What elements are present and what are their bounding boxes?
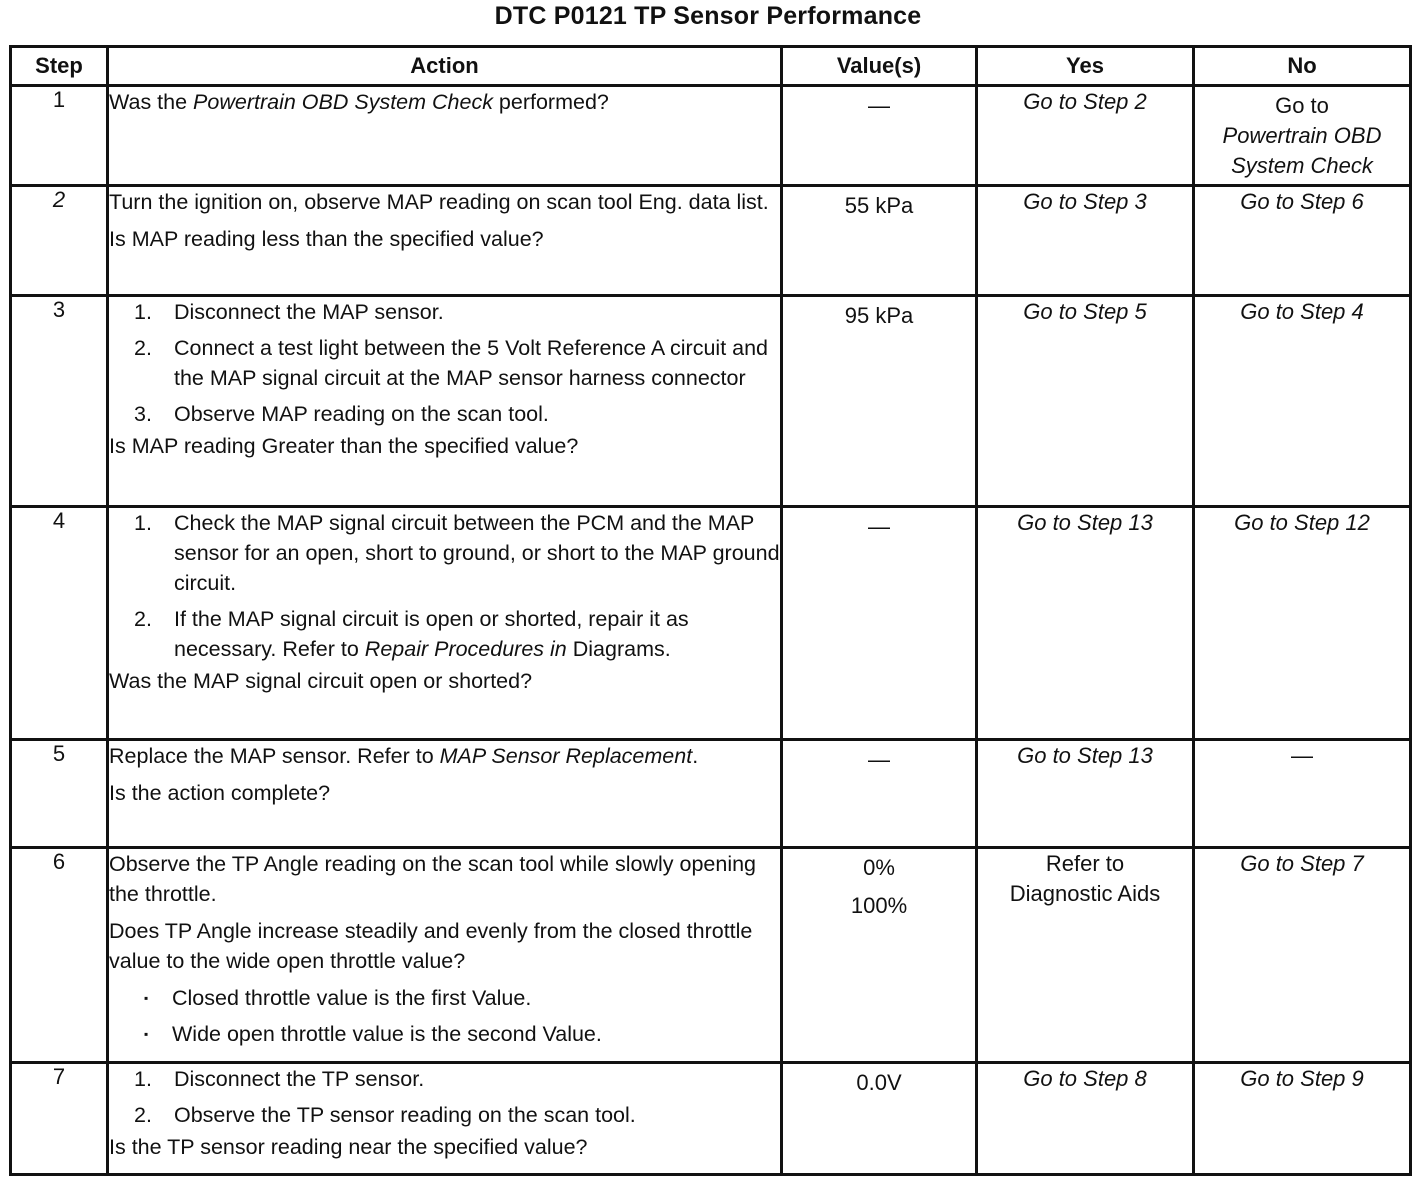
table-row-step-4 xyxy=(11,507,1411,740)
list-item xyxy=(144,983,780,1013)
yes-cell: Go to Step 2 xyxy=(977,86,1194,186)
list-item xyxy=(134,1100,780,1130)
action-cell xyxy=(108,740,782,848)
header-values: Value(s) xyxy=(782,47,977,86)
action-question: Is MAP reading Greater than the specified value? xyxy=(109,434,579,458)
action-text: performed? xyxy=(492,90,609,114)
action-question: Does TP Angle increase steadily and evenly from the closed throttle value to the wide open throttle value? xyxy=(109,919,753,973)
value-cell xyxy=(782,848,977,1063)
no-reference: System Check xyxy=(1231,153,1373,178)
action-reference: MAP Sensor Replacement xyxy=(439,744,693,768)
step-number-text: 2 xyxy=(52,187,66,212)
yes-cell xyxy=(977,848,1194,1063)
action-question: Is the TP sensor reading near the specified value? xyxy=(109,1135,588,1159)
no-reference: Powertrain OBD xyxy=(1222,123,1382,148)
list-text: Check the MAP signal circuit between the PCM and the MAP sensor for an open, short to ground, or short to the MAP ground circuit. xyxy=(174,511,780,595)
list-text: Disconnect the MAP sensor. xyxy=(174,300,444,324)
list-text-part: Diagrams. xyxy=(566,637,671,661)
step-number: 4 xyxy=(11,507,108,740)
list-item xyxy=(134,508,780,598)
table-row-step-7 xyxy=(11,1063,1411,1175)
action-question: Is MAP reading less than the specified value? xyxy=(109,227,544,251)
no-text: Go to xyxy=(1275,93,1329,118)
action-instruction xyxy=(109,741,780,771)
yes-cell: Go to Step 8 xyxy=(977,1063,1194,1175)
no-cell: Go to Step 4 xyxy=(1194,296,1411,507)
value-cell: 0.0V xyxy=(782,1063,977,1175)
list-item xyxy=(134,604,780,664)
list-text-part: If the MAP signal circuit is open or shorted, repair it as necessary. Refer to xyxy=(174,607,689,661)
no-cell: — xyxy=(1194,740,1411,848)
list-item xyxy=(144,1019,780,1049)
action-cell xyxy=(108,1063,782,1175)
value-cell: 55 kPa xyxy=(782,186,977,296)
list-number: 1. xyxy=(134,1067,152,1091)
yes-text: Diagnostic Aids xyxy=(1009,881,1161,906)
list-item xyxy=(134,297,780,327)
list-number: 2. xyxy=(134,336,152,360)
yes-cell: Go to Step 5 xyxy=(977,296,1194,507)
no-cell: Go to Step 9 xyxy=(1194,1063,1411,1175)
list-number: 1. xyxy=(134,300,152,324)
header-row xyxy=(11,47,1411,86)
header-action: Action xyxy=(108,47,782,86)
action-question: Was the MAP signal circuit open or shorted? xyxy=(109,669,533,693)
action-instruction: Turn the ignition on, observe MAP reading on scan tool Eng. data list. xyxy=(109,190,769,214)
list-number: 2. xyxy=(134,607,152,631)
action-reference: Repair Procedures in xyxy=(364,637,567,661)
action-cell xyxy=(108,186,782,296)
step-number: 6 xyxy=(11,848,108,1063)
list-text: Connect a test light between the 5 Volt Reference A circuit and the MAP signal circuit at the MAP sensor harness connector xyxy=(174,336,769,390)
yes-text: Refer to xyxy=(1045,851,1125,876)
yes-cell: Go to Step 13 xyxy=(977,507,1194,740)
table-row-step-1 xyxy=(11,86,1411,186)
yes-cell: Go to Step 13 xyxy=(977,740,1194,848)
step-number: 7 xyxy=(11,1063,108,1175)
no-cell: Go to Step 7 xyxy=(1194,848,1411,1063)
diagnostic-table xyxy=(9,45,1412,1176)
header-no: No xyxy=(1194,47,1411,86)
list-text: Disconnect the TP sensor. xyxy=(174,1067,425,1091)
list-text: Observe the TP sensor reading on the scan tool. xyxy=(174,1103,636,1127)
step-number: 3 xyxy=(11,296,108,507)
action-cell xyxy=(108,296,782,507)
list-item xyxy=(134,333,780,393)
value-max: 100% xyxy=(850,893,908,918)
value-cell: — xyxy=(782,507,977,740)
yes-cell: Go to Step 3 xyxy=(977,186,1194,296)
step-number: 5 xyxy=(11,740,108,848)
list-text: Observe MAP reading on the scan tool. xyxy=(174,402,549,426)
header-step: Step xyxy=(11,47,108,86)
action-text: Was the xyxy=(109,90,194,114)
header-yes: Yes xyxy=(977,47,1194,86)
list-number: 2. xyxy=(134,1103,152,1127)
value-min: 0% xyxy=(863,855,895,880)
page-title: DTC P0121 TP Sensor Performance xyxy=(494,2,922,30)
table-row-step-3 xyxy=(11,296,1411,507)
action-instruction: Observe the TP Angle reading on the scan tool while slowly opening the throttle. xyxy=(109,852,757,906)
value-cell: 95 kPa xyxy=(782,296,977,507)
no-cell xyxy=(1194,86,1411,186)
action-text: . xyxy=(692,744,699,768)
list-number: 3. xyxy=(134,402,152,426)
value-cell: — xyxy=(782,86,977,186)
list-text xyxy=(174,604,780,664)
bullet-icon: ▪ xyxy=(144,1027,149,1041)
list-item xyxy=(134,1064,780,1094)
list-item xyxy=(134,399,780,429)
bullet-icon: ▪ xyxy=(144,991,149,1005)
action-cell xyxy=(108,86,782,186)
action-cell xyxy=(108,848,782,1063)
table-row-step-5 xyxy=(11,740,1411,848)
action-reference: Powertrain OBD System Check xyxy=(193,90,493,114)
action-text: Replace the MAP sensor. Refer to xyxy=(109,744,440,768)
list-text: Closed throttle value is the first Value. xyxy=(172,986,532,1010)
list-number: 1. xyxy=(134,511,152,535)
value-cell: — xyxy=(782,740,977,848)
no-cell: Go to Step 12 xyxy=(1194,507,1411,740)
action-cell xyxy=(108,507,782,740)
step-number xyxy=(11,186,108,296)
step-number: 1 xyxy=(11,86,108,186)
no-cell: Go to Step 6 xyxy=(1194,186,1411,296)
table-row-step-6 xyxy=(11,848,1411,1063)
action-question: Is the action complete? xyxy=(109,781,331,805)
table-row-step-2 xyxy=(11,186,1411,296)
list-text: Wide open throttle value is the second Value. xyxy=(172,1022,602,1046)
